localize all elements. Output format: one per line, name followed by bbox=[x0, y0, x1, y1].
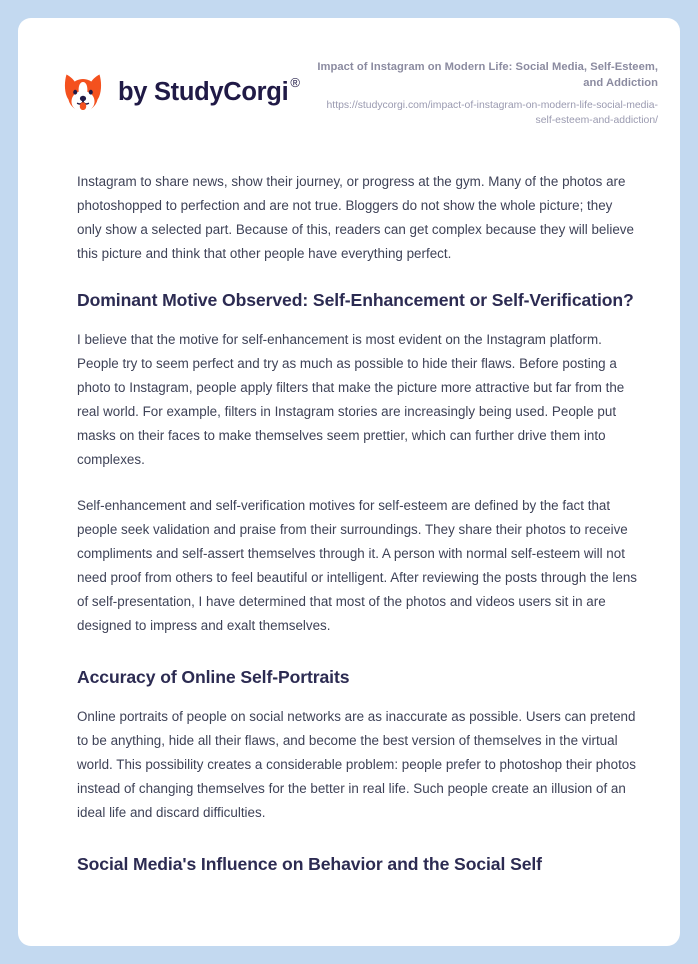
section-heading-accuracy: Accuracy of Online Self-Portraits bbox=[77, 666, 350, 687]
body-paragraph-2: I believe that the motive for self-enhancement is most evident on the Instagram platform. People try to seem perfect and try as much as possible to hide their flaws. Before posting a photo to Instagram, people apply filters that make the picture more attractive but far from the real world. For example, filters in Instagram stories are increasingly being used. People put masks on their faces to make themselves seem prettier, which can further drive them into complexes. bbox=[77, 331, 625, 467]
document-body bbox=[18, 128, 680, 876]
brand-logo[interactable] bbox=[59, 69, 300, 117]
document-url[interactable]: https://studycorgi.com/impact-of-instagram-on-modern-life-social-media-self-esteem-and-addiction/ bbox=[326, 99, 658, 126]
document-header bbox=[18, 18, 680, 128]
corgi-face-icon bbox=[59, 69, 107, 117]
document-paper bbox=[18, 18, 680, 946]
brand-name bbox=[118, 75, 300, 107]
registered-trademark-icon: ® bbox=[290, 75, 300, 91]
body-paragraph-3: Self-enhancement and self-verification motives for self-esteem are defined by the fact that people seek validation and praise from their surroundings. They share their photos to receive compliments and self-assert themselves through it. A person with normal self-esteem will not need proof from others to feel beautiful or intelligent. After reviewing the posts through the lens of self-presentation, I have determined that most of the photos and videos users sit in are designed to impress and exalt themselves. bbox=[77, 497, 638, 633]
section-heading-dominant-motive: Dominant Motive Observed: Self-Enhancement or Self-Verification? bbox=[77, 289, 634, 310]
body-paragraph-1: Instagram to share news, show their journey, or progress at the gym. Many of the photos are photoshopped to perfection and are not true. Bloggers do not show the whole picture; they only show a selected part. Because of this, readers can get complex because they will believe this picture and think that other people have everything perfect. bbox=[77, 173, 634, 261]
header-meta bbox=[313, 58, 658, 128]
body-paragraph-4: Online portraits of people on social networks are as inaccurate as possible. Users can pretend to be anything, hide all their flaws, and become the best version of themselves in the virtual world. This possibility creates a considerable problem: people prefer to photoshop their photos instead of changing themselves for the better in real life. Such people create an illusion of an ideal life and discard difficulties. bbox=[77, 708, 636, 820]
document-title: Impact of Instagram on Modern Life: Social Media, Self-Esteem, and Addiction bbox=[317, 61, 658, 89]
brand-name-text: by StudyCorgi bbox=[118, 78, 289, 107]
section-heading-social-influence: Social Media's Influence on Behavior and the Social Self bbox=[77, 853, 542, 874]
